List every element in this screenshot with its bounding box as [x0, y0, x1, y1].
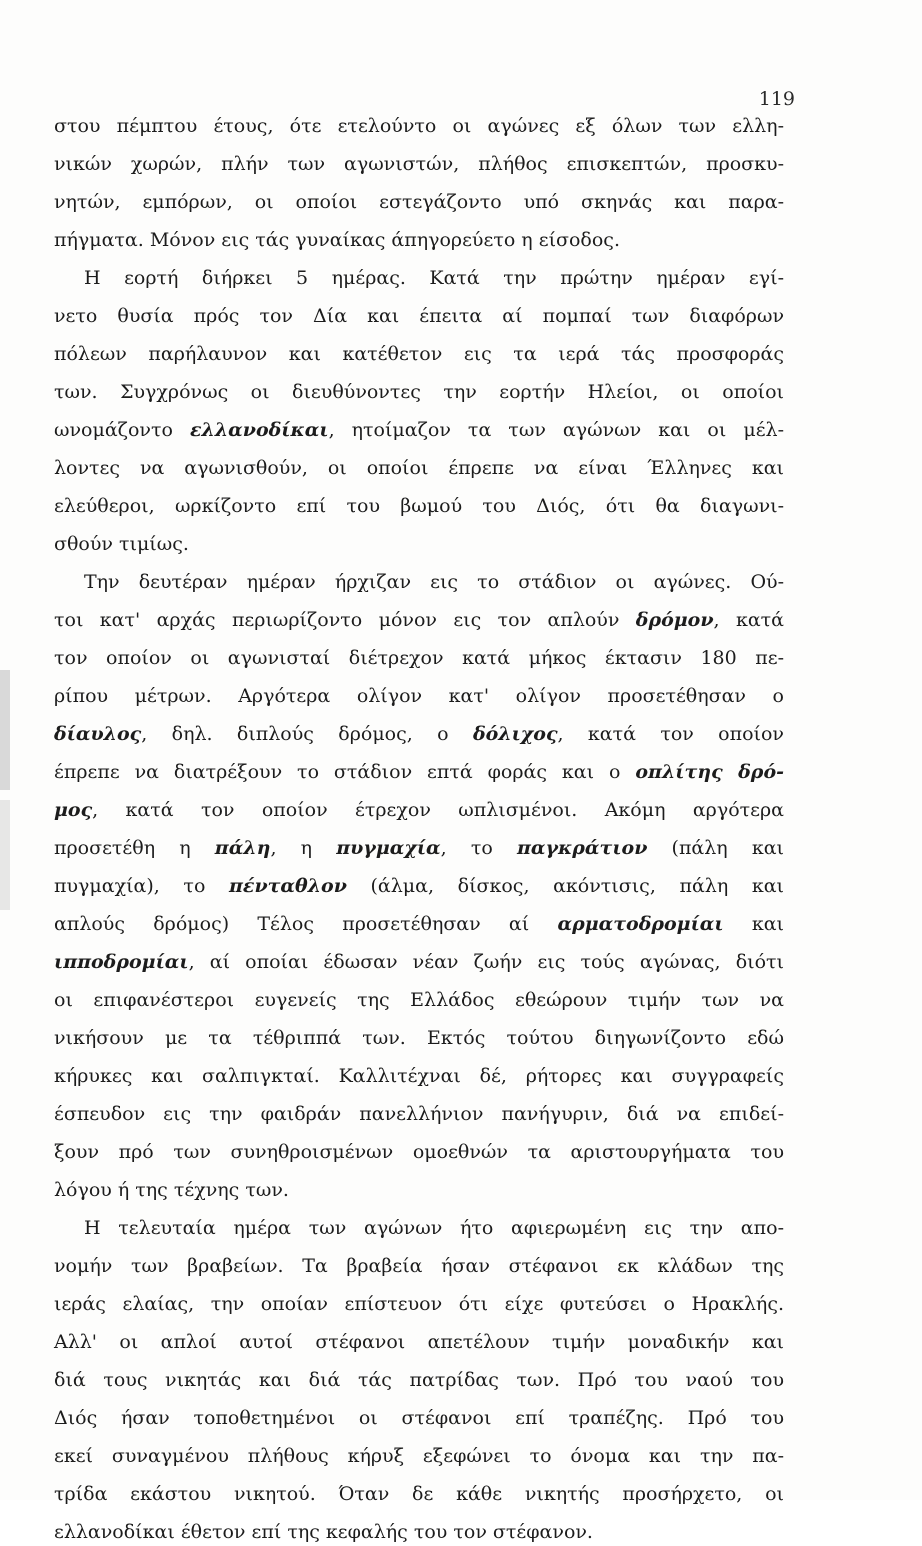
text-line — [54, 948, 784, 976]
text-segment: (άλμα, δίσκος, ακόντισις, πάλη και — [346, 875, 784, 897]
text-segment: Την δευτέραν ημέραν ήρχιζαν εις το στάδιον οι αγώνες. Ού- — [84, 571, 784, 593]
text-segment: , κατά τον οποίον έτρεχον ωπλισμένοι. Ακόμη αργότερα — [92, 799, 784, 821]
text-segment: , το — [440, 837, 517, 859]
text-line — [54, 530, 189, 558]
text-segment: σθούν τιμίως. — [54, 533, 189, 555]
text-line — [54, 226, 620, 254]
emphasized-term: πένταθλον — [229, 875, 347, 897]
text-segment: διά τους νικητάς και διά τάς πατρίδας των. Πρό του ναού του — [54, 1369, 784, 1391]
text-segment: απλούς δρόμος) Τέλος προσετέθησαν αί — [54, 913, 558, 935]
text-line — [54, 1100, 784, 1128]
text-segment: νικήσουν με τα τέθριππά των. Εκτός τούτου διηγωνίζοντο εδώ — [54, 1027, 784, 1049]
text-line — [54, 910, 784, 938]
emphasized-term: δρόμον — [635, 609, 714, 631]
text-segment: των. Συγχρόνως οι διευθύνοντες την εορτήν Ηλείοι, οι οποίοι — [54, 381, 784, 403]
text-line — [54, 416, 784, 444]
text-segment: νητών, εμπόρων, οι οποίοι εστεγάζοντο υπό σκηνάς και παρα- — [54, 191, 784, 213]
text-segment: πόλεων παρήλαυνον και κατέθετον εις τα ιερά τάς προσφοράς — [54, 343, 784, 365]
text-segment: λοντες να αγωνισθούν, οι οποίοι έπρεπε να είναι Έλληνες και — [54, 457, 784, 479]
text-line — [54, 1252, 784, 1280]
text-line — [54, 188, 784, 216]
text-segment: νικών χωρών, πλήν των αγωνιστών, πλήθος επισκεπτών, προσκυ- — [54, 153, 784, 175]
text-segment: ρίπου μέτρων. Αργότερα ολίγον κατ' ολίγον προσετέθησαν ο — [54, 685, 784, 707]
emphasized-term: ελλανοδίκαι — [189, 419, 329, 441]
text-line — [54, 682, 784, 710]
text-line — [54, 302, 784, 330]
text-segment: και — [723, 913, 784, 935]
text-segment: εκεί συναγμένου πλήθους κήρυξ εξεφώνει το όνομα και την πα- — [54, 1445, 784, 1467]
text-segment: στου πέμπτου έτους, ότε ετελούντο οι αγώνες εξ όλων των ελλη- — [54, 115, 784, 137]
text-segment: , αί οποίαι έδωσαν νέαν ζωήν εις τούς αγώνας, διότι — [188, 951, 784, 973]
text-line — [54, 1062, 784, 1090]
emphasized-term: παγκράτιον — [516, 837, 648, 859]
text-line — [84, 264, 784, 292]
text-line — [54, 1518, 593, 1546]
text-line — [54, 986, 784, 1014]
text-segment: , δηλ. διπλούς δρόμος, ο — [141, 723, 473, 745]
text-line — [54, 606, 784, 634]
text-line — [54, 1290, 784, 1318]
text-line — [54, 796, 784, 824]
text-segment: οι επιφανέστεροι ευγενείς της Ελλάδος εθεώρουν τιμήν των να — [54, 989, 784, 1011]
emphasized-term: πυγμαχία — [336, 837, 441, 859]
text-segment: ξουν πρό των συνηθροισμένων ομοεθνών τα αριστουργήματα του — [54, 1141, 784, 1163]
text-line — [54, 720, 784, 748]
text-line — [54, 150, 784, 178]
text-segment: , κατά — [713, 609, 784, 631]
text-line — [54, 1328, 784, 1356]
text-line — [54, 340, 784, 368]
text-line — [54, 758, 784, 786]
emphasized-term: ιπποδρομίαι — [54, 951, 189, 973]
text-line — [54, 1138, 784, 1166]
text-segment: τον οποίον οι αγωνισταί διέτρεχον κατά μήκος έκτασιν 180 πε- — [54, 647, 784, 669]
text-segment: τοι κατ' αρχάς περιωρίζοντο μόνον εις τον απλούν — [54, 609, 636, 631]
text-segment: ωνομάζοντο — [54, 419, 190, 441]
text-segment: νετο θυσία πρός τον Δία και έπειτα αί πομπαί των διαφόρων — [54, 305, 784, 327]
text-line — [84, 568, 784, 596]
text-segment: τρίδα εκάστου νικητού. Όταν δε κάθε νικητής προσήρχετο, οι — [54, 1483, 784, 1505]
text-line — [54, 454, 784, 482]
text-line — [54, 872, 784, 900]
emphasized-term: δίαυλος — [54, 723, 142, 745]
binding-edge-mark — [0, 670, 10, 790]
text-segment: (πάλη και — [647, 837, 784, 859]
text-segment: , ητοίμαζον τα των αγώνων και οι μέλ- — [328, 419, 784, 441]
text-line — [54, 644, 784, 672]
text-line — [54, 1024, 784, 1052]
text-line — [54, 1404, 784, 1432]
text-segment: λόγου ή της τέχνης των. — [54, 1179, 289, 1201]
text-segment: προσετέθη η — [54, 837, 215, 859]
emphasized-term: αρματοδρομίαι — [557, 913, 724, 935]
text-line — [54, 112, 784, 140]
text-segment: ελλανοδίκαι έθετον επί της κεφαλής του τον στέφανον. — [54, 1521, 593, 1543]
text-segment: , κατά τον οποίον — [557, 723, 784, 745]
text-line — [54, 834, 784, 862]
text-line — [84, 1214, 784, 1242]
text-line — [54, 1442, 784, 1470]
text-line — [54, 378, 784, 406]
text-line — [54, 1480, 784, 1508]
text-segment: Η τελευταία ημέρα των αγώνων ήτο αφιερωμένη εις την απο- — [84, 1217, 784, 1239]
emphasized-term: πάλη — [214, 837, 271, 859]
text-segment: ελεύθεροι, ωρκίζοντο επί του βωμού του Διός, ότι θα διαγωνι- — [54, 495, 784, 517]
text-line — [54, 1366, 784, 1394]
binding-edge-mark — [0, 800, 10, 910]
text-segment: έσπευδον εις την φαιδράν πανελλήνιον πανήγυριν, διά να επιδεί- — [54, 1103, 784, 1125]
text-segment: ιεράς ελαίας, την οποίαν επίστευον ότι είχε φυτεύσει ο Ηρακλής. — [54, 1293, 784, 1315]
text-segment: έπρεπε να διατρέξουν το στάδιον επτά φοράς και ο — [54, 761, 636, 783]
text-segment: Διός ήσαν τοποθετημένοι οι στέφανοι επί τραπέζης. Πρό του — [54, 1407, 784, 1429]
emphasized-term: οπλίτης δρό- — [635, 761, 784, 783]
text-line — [54, 1176, 289, 1204]
emphasized-term: μος — [54, 799, 93, 821]
page-number: 119 — [758, 88, 795, 110]
text-line — [54, 492, 784, 520]
text-segment: κήρυκες και σαλπιγκταί. Καλλιτέχναι δέ, ρήτορες και συγγραφείς — [54, 1065, 784, 1087]
text-segment: Αλλ' οι απλοί αυτοί στέφανοι απετέλουν τιμήν μοναδικήν και — [54, 1331, 784, 1353]
emphasized-term: δόλιχος — [472, 723, 558, 745]
text-segment: νομήν των βραβείων. Τα βραβεία ήσαν στέφανοι εκ κλάδων της — [54, 1255, 784, 1277]
text-segment: Η εορτή διήρκει 5 ημέρας. Κατά την πρώτην ημέραν εγί- — [84, 267, 784, 289]
text-segment: πυγμαχία), το — [54, 875, 229, 897]
text-segment: , η — [270, 837, 337, 859]
text-segment: πήγματα. Μόνον εις τάς γυναίκας άπηγορεύετο η είσοδος. — [54, 229, 620, 251]
